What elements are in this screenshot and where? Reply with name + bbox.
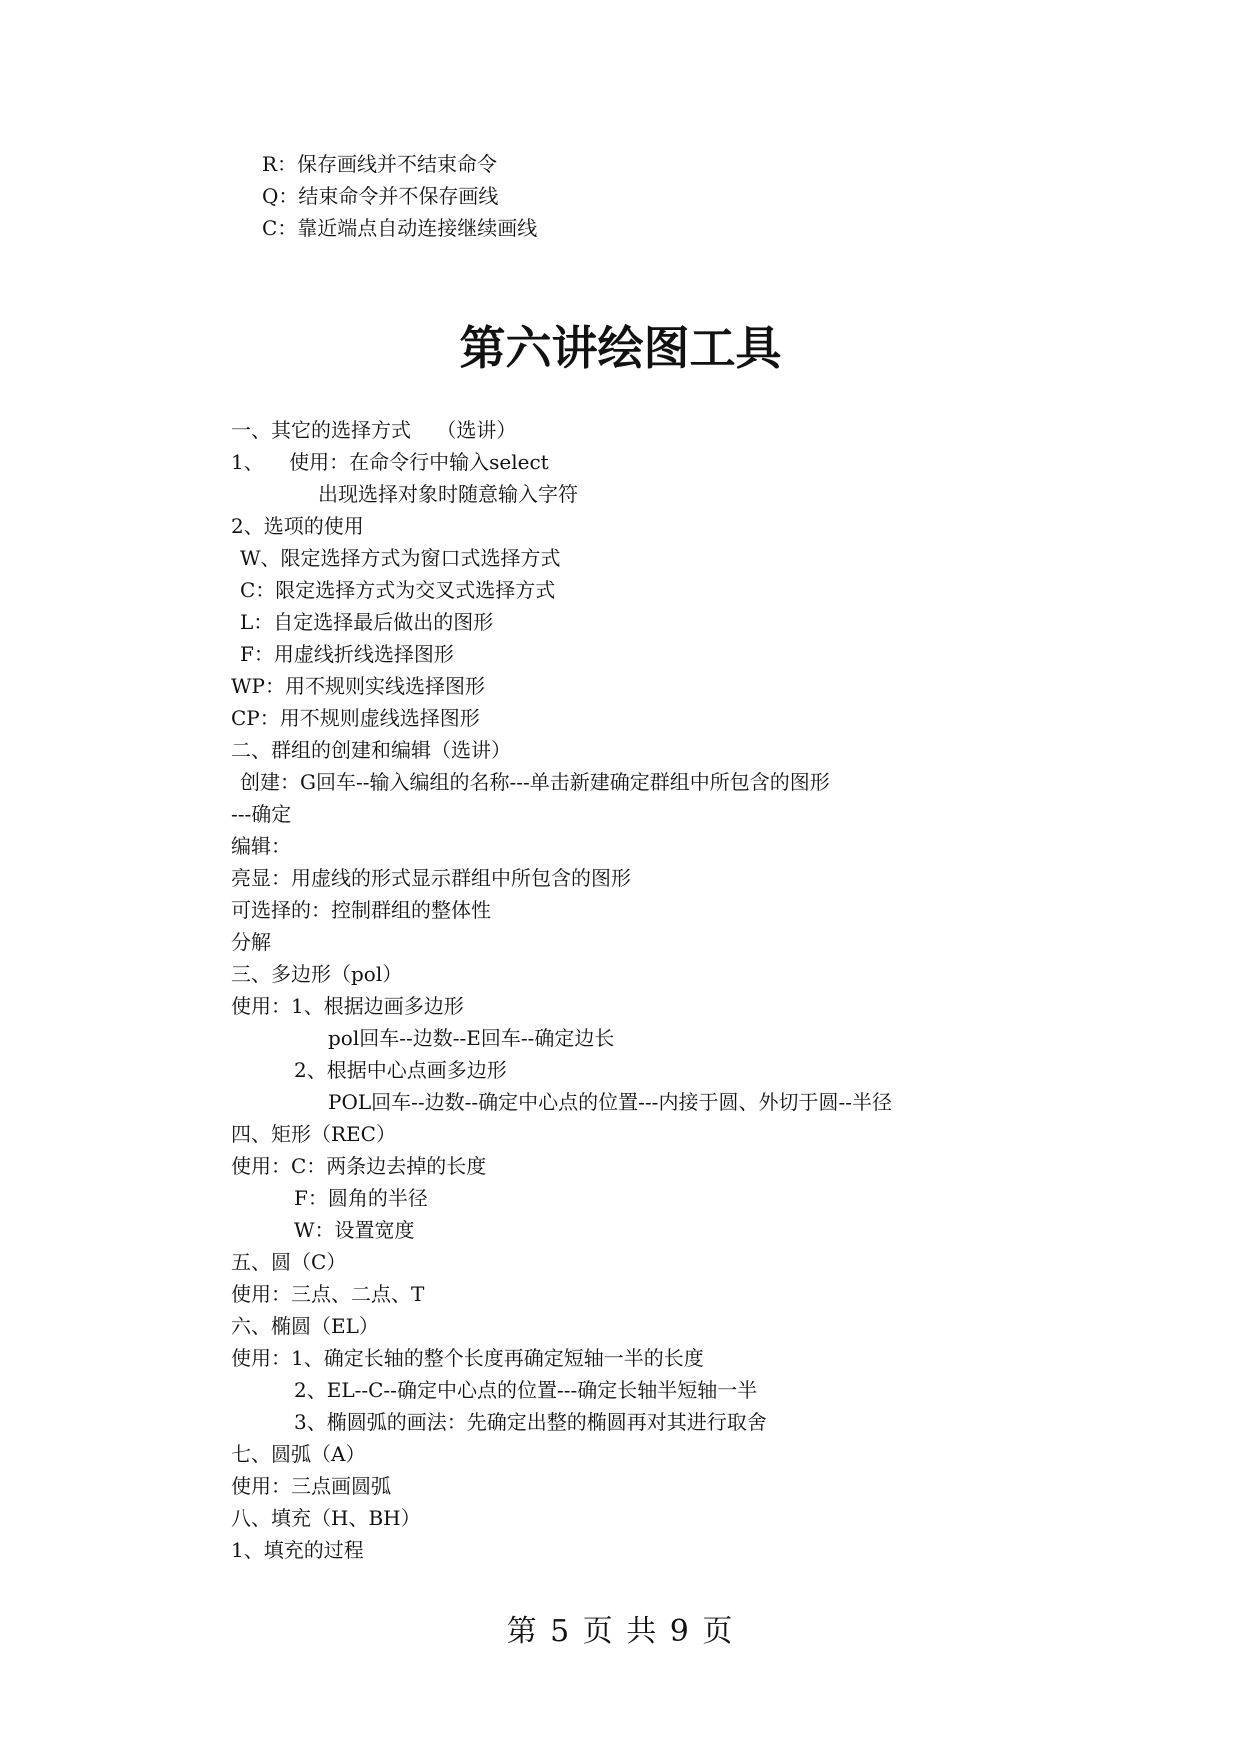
text-line: 亮显：用虚线的形式显示群组中所包含的图形 — [231, 866, 631, 890]
text-line: 2、根据中心点画多边形 — [294, 1058, 507, 1082]
text-line: 出现选择对象时随意输入字符 — [318, 482, 578, 506]
text-line: 七、圆弧（A） — [231, 1442, 366, 1466]
text-line-q-option: Q：结束命令并不保存画线 — [262, 184, 499, 208]
text-line: F：用虚线折线选择图形 — [240, 642, 454, 666]
text-line: 2、EL--C--确定中心点的位置---确定长轴半短轴一半 — [294, 1378, 758, 1402]
text-line: W：设置宽度 — [294, 1218, 415, 1242]
text-line: POL回车--边数--确定中心点的位置---内接于圆、外切于圆--半径 — [328, 1090, 892, 1114]
text-line: 编辑： — [231, 834, 291, 858]
text-line: 使用：1、确定长轴的整个长度再确定短轴一半的长度 — [231, 1346, 704, 1370]
text-line-c-option: C：靠近端点自动连接继续画线 — [262, 216, 538, 240]
text-line: 1、 使用：在命令行中输入select — [231, 450, 549, 474]
text-line: 五、圆（C） — [231, 1250, 347, 1274]
text-line: 可选择的：控制群组的整体性 — [231, 898, 491, 922]
text-line: F：圆角的半径 — [294, 1186, 428, 1210]
text-line: 使用：三点、二点、T — [231, 1282, 425, 1306]
text-line: 四、矩形（REC） — [231, 1122, 396, 1146]
text-line: 使用：C：两条边去掉的长度 — [231, 1154, 487, 1178]
text-line: 二、群组的创建和编辑（选讲） — [231, 738, 511, 762]
page-footer: 第 5 页 共 9 页 — [506, 1614, 735, 1649]
text-line: L：自定选择最后做出的图形 — [240, 610, 494, 634]
text-line: 使用：三点画圆弧 — [231, 1474, 391, 1498]
text-line: CP：用不规则虚线选择图形 — [231, 706, 480, 730]
text-line: 六、椭圆（EL） — [231, 1314, 379, 1338]
text-line: 使用：1、根据边画多边形 — [231, 994, 464, 1018]
text-line: 2、选项的使用 — [231, 514, 364, 538]
text-line: 1、填充的过程 — [231, 1538, 364, 1562]
text-line: 一、其它的选择方式 （选讲） — [231, 418, 517, 442]
page-title: 第六讲绘图工具 — [459, 321, 782, 375]
text-line: 3、椭圆弧的画法：先确定出整的椭圆再对其进行取舍 — [294, 1410, 767, 1434]
text-line: 八、填充（H、BH） — [231, 1506, 421, 1530]
text-line: 分解 — [231, 930, 271, 954]
text-line: 创建：G回车--输入编组的名称---单击新建确定群组中所包含的图形 — [240, 770, 830, 794]
text-line: 三、多边形（pol） — [231, 962, 403, 986]
text-line: ---确定 — [231, 802, 292, 826]
text-line: WP：用不规则实线选择图形 — [231, 674, 486, 698]
text-line-r-option: R：保存画线并不结束命令 — [262, 152, 498, 176]
text-line: C：限定选择方式为交叉式选择方式 — [240, 578, 556, 602]
text-line: pol回车--边数--E回车--确定边长 — [328, 1026, 615, 1050]
text-line: W、限定选择方式为窗口式选择方式 — [240, 546, 561, 570]
